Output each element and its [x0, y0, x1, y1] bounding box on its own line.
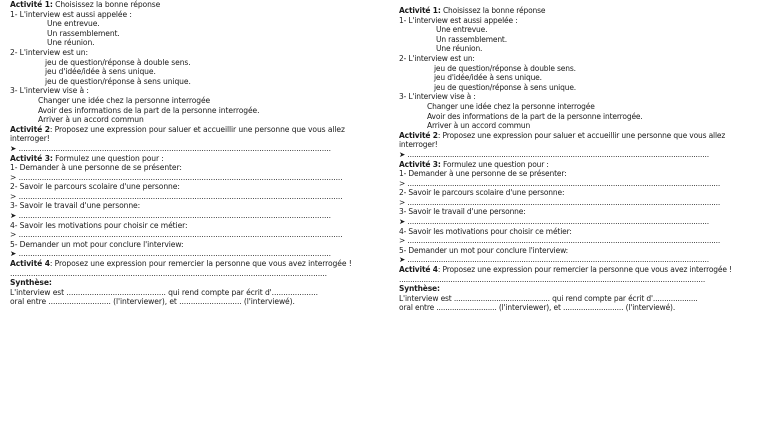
activity2-instruction: : Proposez une expression pour saluer et accueillir une personne que vous allez interroger! — [10, 124, 345, 144]
q3-question: 3- L'interview vise à : — [10, 86, 89, 96]
activity2-header — [399, 131, 759, 150]
activity4-header — [10, 259, 380, 269]
activity4-title: Activité 4 — [10, 259, 50, 269]
activity3-prompt: 5- Demander un mot pour conclure l'interview: — [399, 245, 569, 255]
activity3-answer-line[interactable]: ➤ ....................................................................................................................................... — [10, 249, 331, 259]
activity3-prompt: 4- Savoir les motivations pour choisir ce métier: — [10, 220, 188, 230]
q3-option: Changer une idée chez la personne interrogée — [38, 95, 211, 105]
activity1-instruction: Choisissez la bonne réponse — [440, 6, 546, 15]
q2-question: 2- L'interview est un: — [10, 47, 88, 57]
activity3-title: Activité 3: — [399, 159, 441, 169]
q1-option: Un rassemblement. — [47, 28, 120, 38]
q2-option: jeu de question/réponse à sens unique. — [45, 76, 191, 86]
activity1-title: Activité 1: — [10, 0, 53, 9]
q1-option: Une réunion. — [436, 44, 483, 54]
activity3-answer-line[interactable]: > ............................................................................................................................................ — [10, 230, 343, 240]
q1-option: Une entrevue. — [47, 19, 100, 29]
activity1-title: Activité 1: — [399, 6, 441, 15]
activity3-answer-line[interactable]: ➤ ....................................................................................................................................... — [10, 211, 331, 221]
q3-option: Changer une idée chez la personne interrogée — [427, 101, 595, 111]
activity3-header — [399, 160, 761, 170]
q2-option: jeu d'idée/idée à sens unique. — [45, 67, 156, 77]
activity3-prompt: 1- Demander à une personne de se présenter: — [10, 163, 182, 173]
q1-option: Une entrevue. — [436, 25, 488, 35]
activity4-answer-line[interactable]: ......................................................................................................................................... — [10, 268, 327, 278]
q1-question: 1- L'interview est aussi appelée : — [10, 9, 132, 19]
q2-question: 2- L'interview est un: — [399, 53, 475, 63]
activity4-instruction: : Proposez une expression pour remercier la personne que vous avez interrogée ! — [437, 265, 732, 275]
q3-option: Avoir des informations de la part de la personne interrogée. — [427, 111, 643, 121]
activity3-title: Activité 3: — [10, 153, 53, 163]
activity3-answer-line[interactable]: > ............................................................................................................................................ — [399, 178, 721, 188]
q1-question: 1- L'interview est aussi appelée : — [399, 15, 518, 25]
activity3-instruction: Formulez une question pour : — [440, 159, 549, 169]
q2-option: jeu de question/réponse à double sens. — [45, 57, 191, 67]
activity3-prompt: 3- Savoir le travail d'une personne: — [10, 201, 141, 211]
activity3-answer-line[interactable]: ➤ ....................................................................................................................................... — [399, 255, 709, 265]
synthese-line1[interactable]: L'interview est ........................................... qui rend compte par écrit d'.................... — [399, 293, 698, 303]
activity3-prompt: 2- Savoir le parcours scolaire d'une personne: — [399, 188, 565, 198]
activity3-instruction: Formulez une question pour : — [52, 153, 164, 163]
q1-option: Une réunion. — [47, 38, 95, 48]
q3-option: Arriver à un accord commun — [427, 121, 531, 131]
activity1-instruction: Choisissez la bonne réponse — [52, 0, 161, 9]
q2-option: jeu de question/réponse à sens unique. — [434, 82, 577, 92]
synthese-line2[interactable]: oral entre ........................... (l'interviewer), et ........................... (l'interviewé). — [10, 297, 295, 307]
activity2-header — [10, 125, 380, 144]
activity3-prompt: 5- Demander un mot pour conclure l'interview: — [10, 239, 184, 249]
activity3-prompt: 1- Demander à une personne de se présenter: — [399, 169, 567, 179]
activity4-title: Activité 4 — [399, 265, 438, 275]
activity4-instruction: : Proposez une expression pour remercier la personne que vous avez interrogée ! — [49, 259, 352, 269]
worksheet-right — [399, 6, 761, 313]
activity2-answer-line[interactable]: ➤ ....................................................................................................................................... — [10, 143, 331, 153]
activity3-answer-line[interactable]: > ............................................................................................................................................ — [399, 236, 721, 246]
activity2-title: Activité 2 — [399, 130, 438, 140]
synthese-line1[interactable]: L'interview est ........................................... qui rend compte par écrit d'.................... — [10, 287, 318, 297]
synthese-title: Synthèse: — [10, 278, 52, 288]
q3-option: Arriver à un accord commun — [38, 115, 144, 125]
activity1-header — [10, 0, 380, 10]
synthese-title: Synthèse: — [399, 284, 440, 294]
synthese-line2[interactable]: oral entre ........................... (l'interviewer), et ........................... (l'interviewé). — [399, 303, 676, 313]
q1-option: Un rassemblement. — [436, 34, 507, 44]
worksheet-left — [10, 0, 380, 307]
activity3-answer-line[interactable]: > ............................................................................................................................................ — [399, 197, 721, 207]
q3-option: Avoir des informations de la part de la personne interrogée. — [38, 105, 260, 115]
activity3-answer-line[interactable]: > ............................................................................................................................................ — [10, 191, 343, 201]
activity3-prompt: 3- Savoir le travail d'une personne: — [399, 207, 526, 217]
q3-question: 3- L'interview vise à : — [399, 92, 476, 102]
q2-option: jeu d'idée/idée à sens unique. — [434, 73, 542, 83]
activity2-instruction: : Proposez une expression pour saluer et accueillir une personne que vous allez interroger! — [399, 130, 726, 150]
activity3-prompt: 4- Savoir les motivations pour choisir ce métier: — [399, 226, 572, 236]
activity4-header — [399, 265, 759, 275]
q2-option: jeu de question/réponse à double sens. — [434, 63, 576, 73]
activity2-answer-line[interactable]: ➤ ....................................................................................................................................... — [399, 149, 709, 159]
activity4-answer-line[interactable]: ......................................................................................................................................... — [399, 274, 706, 284]
activity1-header — [399, 6, 761, 16]
activity2-title: Activité 2 — [10, 124, 50, 134]
activity3-answer-line[interactable]: ➤ ....................................................................................................................................... — [399, 217, 709, 227]
activity3-header — [10, 154, 380, 164]
activity3-answer-line[interactable]: > ............................................................................................................................................ — [10, 172, 343, 182]
activity3-prompt: 2- Savoir le parcours scolaire d'une personne: — [10, 182, 180, 192]
